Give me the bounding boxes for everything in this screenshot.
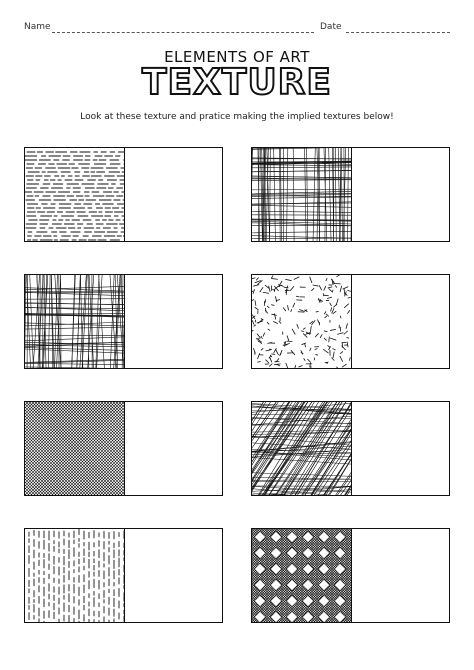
texture-pair-6 bbox=[251, 401, 450, 498]
diagonal-crosshatch-texture bbox=[25, 402, 126, 496]
name-label: Name bbox=[24, 22, 51, 32]
texture-example-6 bbox=[251, 401, 353, 496]
texture-example-7 bbox=[24, 528, 126, 623]
texture-pair-3 bbox=[24, 274, 223, 371]
texture-pair-2 bbox=[251, 147, 450, 244]
texture-example-1 bbox=[24, 147, 126, 242]
practice-box-8[interactable] bbox=[351, 528, 450, 623]
texture-pair-5 bbox=[24, 401, 223, 498]
practice-box-3[interactable] bbox=[124, 274, 223, 369]
texture-pair-7 bbox=[24, 528, 223, 625]
practice-box-7[interactable] bbox=[124, 528, 223, 623]
date-blank-line[interactable] bbox=[346, 32, 450, 33]
texture-example-5 bbox=[24, 401, 126, 496]
practice-box-2[interactable] bbox=[351, 147, 450, 242]
practice-box-4[interactable] bbox=[351, 274, 450, 369]
texture-example-8 bbox=[251, 528, 353, 623]
name-blank-line[interactable] bbox=[52, 32, 314, 33]
diagonal-hatch-texture bbox=[252, 402, 353, 496]
texture-example-2 bbox=[251, 147, 353, 242]
scribble-crosshatch-texture bbox=[25, 275, 126, 369]
texture-pair-1 bbox=[24, 147, 223, 244]
practice-box-6[interactable] bbox=[351, 401, 450, 496]
page-title: TEXTURE bbox=[141, 62, 332, 103]
crosshatch-grid-texture bbox=[252, 148, 353, 242]
texture-example-4 bbox=[251, 274, 353, 369]
page-subtitle: ELEMENTS OF ART bbox=[164, 48, 310, 66]
instructions-text: Look at these texture and pratice making the implied textures below! bbox=[80, 112, 394, 122]
date-label: Date bbox=[320, 22, 342, 32]
scattered-marks-texture bbox=[252, 275, 353, 369]
header-row bbox=[24, 22, 450, 38]
vertical-dashes-texture bbox=[25, 529, 126, 623]
texture-pair-8 bbox=[251, 528, 450, 625]
texture-pair-4 bbox=[251, 274, 450, 371]
practice-box-5[interactable] bbox=[124, 401, 223, 496]
texture-example-3 bbox=[24, 274, 126, 369]
practice-box-1[interactable] bbox=[124, 147, 223, 242]
woven-diamond-texture bbox=[252, 529, 353, 623]
dashed-horizontal-texture bbox=[25, 148, 126, 242]
